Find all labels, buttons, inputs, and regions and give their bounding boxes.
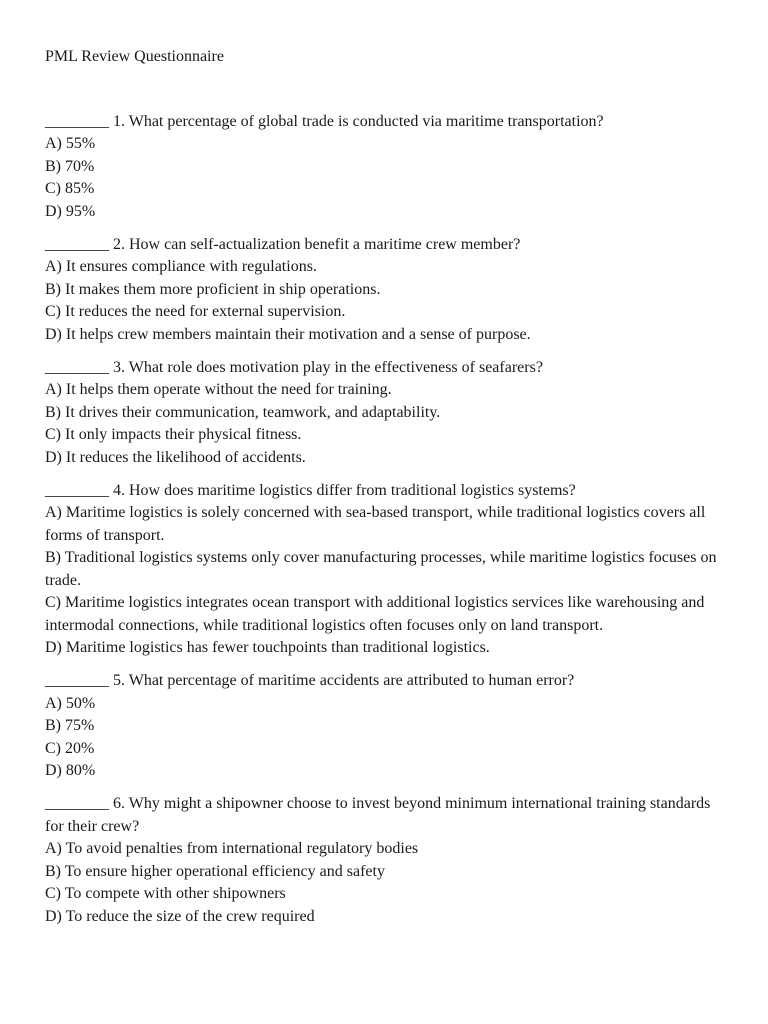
question-4 bbox=[45, 480, 725, 660]
option-b: B) It makes them more proficient in ship operations. bbox=[45, 280, 381, 298]
option-c: C) It only impacts their physical fitness. bbox=[45, 426, 302, 443]
question-text bbox=[45, 234, 725, 257]
option-c: C) 85% bbox=[45, 180, 95, 197]
option-c: C) It reduces the need for external supervision. bbox=[45, 303, 346, 320]
question-prompt: 3. What role does motivation play in the effectiveness of seafarers? bbox=[113, 358, 543, 376]
option-d: D) Maritime logistics has fewer touchpoints than traditional logistics. bbox=[45, 639, 490, 656]
document-page bbox=[45, 46, 725, 939]
answer-blank: ________ bbox=[45, 235, 109, 253]
option-c: C) To compete with other shipowners bbox=[45, 885, 286, 902]
answer-blank: ________ bbox=[45, 672, 109, 689]
answer-blank: ________ bbox=[45, 112, 109, 130]
option-a: A) To avoid penalties from international regulatory bodies bbox=[45, 840, 419, 857]
answer-blank: ________ bbox=[45, 481, 109, 499]
question-prompt: 4. How does maritime logistics differ from traditional logistics systems? bbox=[113, 481, 576, 499]
option-a: A) 50% bbox=[45, 694, 96, 712]
option-c: C) 20% bbox=[45, 739, 95, 757]
question-text bbox=[45, 480, 725, 503]
answer-blank: ________ bbox=[45, 795, 109, 812]
option-d: D) 80% bbox=[45, 762, 96, 779]
option-d: D) It helps crew members maintain their motivation and a sense of purpose. bbox=[45, 325, 531, 343]
question-3 bbox=[45, 357, 725, 470]
document-title: PML Review Questionnaire bbox=[45, 48, 224, 65]
option-b: B) 75% bbox=[45, 717, 95, 734]
question-5 bbox=[45, 670, 725, 783]
option-a: A) 55% bbox=[45, 135, 96, 152]
question-6 bbox=[45, 793, 725, 928]
question-prompt: 2. How can self-actualization benefit a maritime crew member? bbox=[113, 235, 521, 253]
question-prompt: 5. What percentage of maritime accidents are attributed to human error? bbox=[113, 672, 575, 689]
option-b: B) To ensure higher operational efficiency and safety bbox=[45, 862, 385, 880]
question-2 bbox=[45, 234, 725, 347]
question-prompt: 1. What percentage of global trade is conducted via maritime transportation? bbox=[113, 112, 604, 130]
question-text bbox=[45, 357, 725, 380]
option-a: A) It helps them operate without the need for training. bbox=[45, 381, 392, 398]
question-text bbox=[45, 793, 725, 838]
option-d: D) It reduces the likelihood of accidents. bbox=[45, 448, 306, 466]
option-d: D) To reduce the size of the crew required bbox=[45, 907, 315, 925]
question-text bbox=[45, 670, 725, 693]
answer-blank: ________ bbox=[45, 358, 109, 376]
option-b: B) 70% bbox=[45, 157, 95, 175]
question-text bbox=[45, 111, 725, 134]
question-list bbox=[45, 111, 725, 929]
question-1 bbox=[45, 111, 725, 224]
option-a: A) It ensures compliance with regulations. bbox=[45, 258, 317, 275]
option-d: D) 95% bbox=[45, 202, 96, 220]
option-c: C) Maritime logistics integrates ocean transport with additional logistics services like warehousing and intermodal connections, while traditional logistics often focuses only on land transport. bbox=[45, 594, 705, 634]
option-a: A) Maritime logistics is solely concerned with sea-based transport, while traditional logistics covers all forms of transport. bbox=[45, 504, 706, 544]
option-b: B) It drives their communication, teamwork, and adaptability. bbox=[45, 403, 441, 421]
option-b: B) Traditional logistics systems only cover manufacturing processes, while maritime logistics focuses on trade. bbox=[45, 549, 717, 589]
question-prompt: 6. Why might a shipowner choose to invest beyond minimum international training standards for their crew? bbox=[45, 795, 711, 835]
